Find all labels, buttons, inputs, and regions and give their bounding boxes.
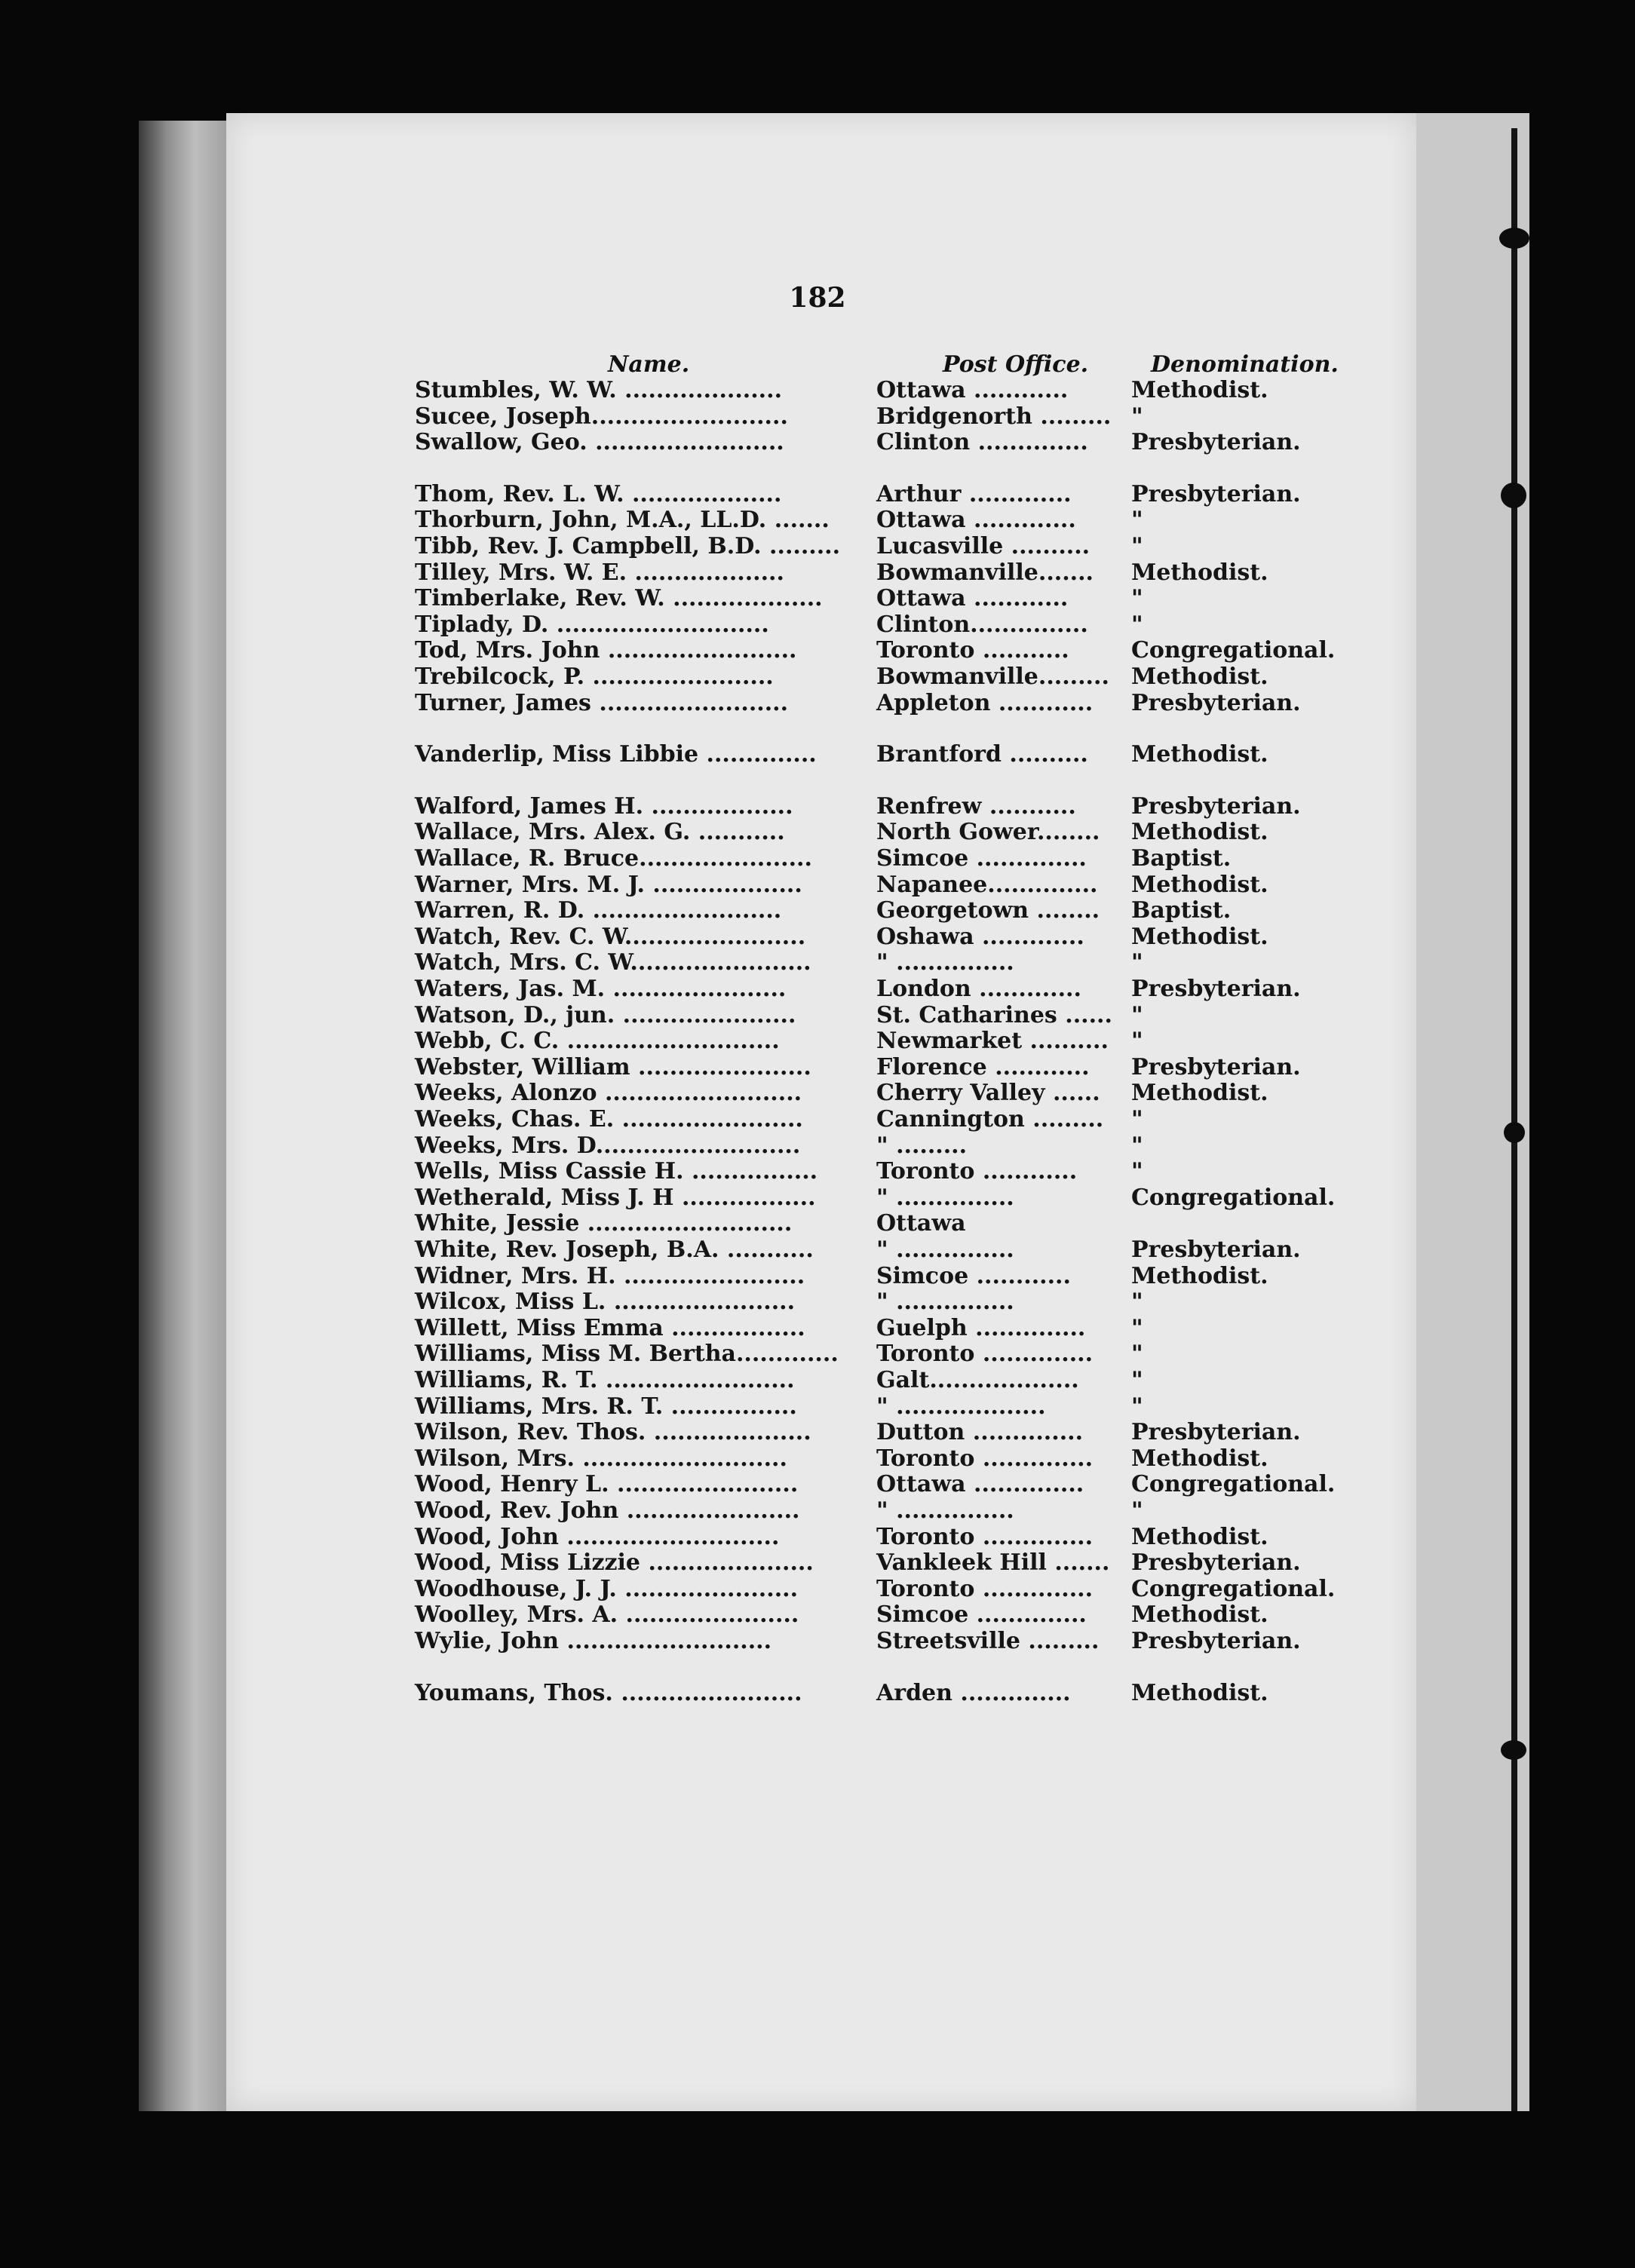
entry-name: Willett, Miss Emma ................. (415, 1314, 805, 1341)
entry-denomination: Methodist. (1131, 1523, 1268, 1550)
entry-name: Weeks, Alonzo ......................... (415, 1080, 802, 1107)
entry-denomination: " (1131, 1314, 1143, 1341)
entry-denomination: " (1131, 1289, 1143, 1316)
entry-denomination: " (1131, 585, 1143, 612)
entry-post-office: Toronto ........... (876, 637, 1069, 664)
entry-name: Thom, Rev. L. W. ................... (415, 480, 782, 507)
entry-name: Tilley, Mrs. W. E. ................... (415, 559, 784, 586)
entry-denomination: Methodist. (1131, 1679, 1268, 1706)
entry-name: Watch, Rev. C. W....................... (415, 923, 806, 950)
entry-post-office: Ottawa (876, 1210, 966, 1237)
entry-name: Wallace, R. Bruce...................... (415, 845, 812, 872)
entry-name: Williams, R. T. ........................ (415, 1367, 795, 1393)
entry-post-office: Bowmanville....... (876, 559, 1094, 586)
entry-name: Swallow, Geo. ........................ (415, 429, 784, 456)
entry-post-office: Vankleek Hill ....... (876, 1549, 1110, 1577)
entry-post-office: Bowmanville......... (876, 664, 1109, 690)
entry-denomination: Methodist. (1131, 377, 1268, 403)
entry-denomination: Baptist. (1131, 897, 1232, 924)
entry-denomination: " (1131, 1158, 1143, 1185)
entry-post-office: Cherry Valley ...... (876, 1080, 1100, 1107)
entry-denomination: " (1131, 949, 1143, 976)
entry-post-office: Newmarket .......... (876, 1028, 1109, 1055)
entry-denomination: Methodist. (1131, 741, 1268, 768)
entry-denomination: Methodist. (1131, 664, 1268, 690)
entry-denomination: Methodist. (1131, 559, 1268, 586)
entry-post-office: Appleton ............ (876, 689, 1094, 716)
entry-name: Trebilcock, P. ....................... (415, 664, 774, 690)
entry-name: Wood, John ........................... (415, 1523, 780, 1550)
entry-name: Sucee, Joseph......................... (415, 403, 788, 430)
entry-post-office: Ottawa .............. (876, 1471, 1084, 1498)
entry-name: Wood, Henry L. ....................... (415, 1471, 799, 1498)
entry-denomination: Methodist. (1131, 923, 1268, 950)
entry-name: Walford, James H. .................. (415, 792, 793, 820)
entry-denomination: Congregational. (1131, 1471, 1336, 1498)
entry-name: Webster, William ...................... (415, 1053, 811, 1080)
entry-post-office: Ottawa ............ (876, 585, 1069, 612)
entry-name: Watson, D., jun. ...................... (415, 1001, 796, 1028)
entry-post-office: Toronto .............. (876, 1575, 1094, 1602)
entry-denomination: " (1131, 1367, 1143, 1393)
entry-denomination: Presbyterian. (1131, 429, 1301, 456)
entry-name: Woodhouse, J. J. ...................... (415, 1575, 799, 1602)
entry-name: Watch, Mrs. C. W....................... (415, 949, 811, 976)
entry-denomination: Methodist. (1131, 1601, 1268, 1629)
entry-post-office: Clinton .............. (876, 429, 1088, 456)
entry-denomination: Baptist. (1131, 845, 1232, 872)
entry-denomination: Presbyterian. (1131, 1053, 1301, 1080)
entry-post-office: Simcoe .............. (876, 1601, 1087, 1629)
entry-post-office: " ......... (876, 1132, 968, 1159)
entry-post-office: Cannington ......... (876, 1106, 1104, 1132)
entry-post-office: " ............... (876, 1237, 1014, 1263)
entry-denomination: Methodist. (1131, 1445, 1268, 1472)
entry-name: Waters, Jas. M. ...................... (415, 976, 787, 1002)
entry-name: Weeks, Chas. E. ....................... (415, 1106, 803, 1132)
entry-denomination: Methodist. (1131, 1080, 1268, 1107)
entry-denomination: Methodist. (1131, 1262, 1268, 1289)
entry-post-office: " ............... (876, 1289, 1014, 1316)
entry-denomination: Methodist. (1131, 871, 1268, 898)
entry-post-office: Arden .............. (876, 1679, 1071, 1706)
entry-denomination: Congregational. (1131, 1184, 1336, 1211)
entry-name: Wood, Miss Lizzie ..................... (415, 1549, 814, 1577)
column-header-post-office: Post Office. (943, 351, 1089, 378)
entry-name: Wood, Rev. John ...................... (415, 1497, 800, 1524)
entry-denomination: Presbyterian. (1131, 689, 1301, 716)
entry-post-office: Napanee.............. (876, 871, 1098, 898)
entry-post-office: Dutton .............. (876, 1419, 1084, 1446)
entry-name: Wilson, Rev. Thos. .................... (415, 1419, 811, 1446)
entry-post-office: Toronto ............ (876, 1158, 1078, 1185)
entry-denomination: Presbyterian. (1131, 976, 1301, 1002)
entry-denomination: Presbyterian. (1131, 1549, 1301, 1577)
entry-post-office: Ottawa ............. (876, 507, 1076, 534)
entry-denomination: " (1131, 1106, 1143, 1132)
entry-name: Warner, Mrs. M. J. ................... (415, 871, 802, 898)
entry-post-office: Oshawa ............. (876, 923, 1084, 950)
column-header-name: Name. (608, 351, 690, 378)
entry-name: Warren, R. D. ........................ (415, 897, 782, 924)
entry-denomination: " (1131, 1341, 1143, 1368)
entry-post-office: Streetsville ......... (876, 1628, 1100, 1654)
entry-post-office: London ............. (876, 976, 1081, 1002)
column-header-denomination: Denomination. (1151, 351, 1339, 378)
entry-name: Wylie, John .......................... (415, 1628, 772, 1654)
entry-name: Williams, Mrs. R. T. ................ (415, 1393, 797, 1420)
entry-post-office: Ottawa ............ (876, 377, 1069, 403)
entry-denomination: " (1131, 611, 1143, 638)
entry-denomination: Congregational. (1131, 637, 1336, 664)
entry-post-office: Georgetown ........ (876, 897, 1100, 924)
entry-name: Tod, Mrs. John ........................ (415, 637, 797, 664)
entry-denomination: " (1131, 403, 1143, 430)
entry-denomination: Presbyterian. (1131, 1628, 1301, 1654)
entry-name: Timberlake, Rev. W. ................... (415, 585, 823, 612)
entry-post-office: Galt................... (876, 1367, 1079, 1393)
entry-post-office: Simcoe .............. (876, 845, 1087, 872)
entry-denomination: " (1131, 1028, 1143, 1055)
entry-denomination: " (1131, 1393, 1143, 1420)
entry-name: Wilcox, Miss L. ....................... (415, 1289, 796, 1316)
entry-name: Stumbles, W. W. .................... (415, 377, 783, 403)
entry-name: Turner, James ........................ (415, 689, 789, 716)
entry-name: Williams, Miss M. Bertha............. (415, 1341, 839, 1368)
entry-denomination: Methodist. (1131, 819, 1268, 846)
entry-denomination: " (1131, 533, 1143, 559)
entry-post-office: Arthur ............. (876, 480, 1072, 507)
entry-denomination: Presbyterian. (1131, 480, 1301, 507)
entry-post-office: " ............... (876, 1184, 1014, 1211)
entry-name: White, Rev. Joseph, B.A. ........... (415, 1237, 814, 1263)
entry-denomination: Presbyterian. (1131, 1419, 1301, 1446)
entry-denomination: Congregational. (1131, 1575, 1336, 1602)
entry-denomination: " (1131, 1132, 1143, 1159)
entry-post-office: " ............... (876, 949, 1014, 976)
entry-name: White, Jessie .......................... (415, 1210, 793, 1237)
entry-post-office: Brantford .......... (876, 741, 1088, 768)
entry-post-office: Toronto .............. (876, 1341, 1094, 1368)
entry-name: Tiplady, D. ........................... (415, 611, 769, 638)
entry-post-office: Simcoe ............ (876, 1262, 1071, 1289)
entry-name: Tibb, Rev. J. Campbell, B.D. ......... (415, 533, 841, 559)
entry-post-office: " ............... (876, 1497, 1014, 1524)
entry-denomination: " (1131, 1497, 1143, 1524)
entry-denomination: " (1131, 507, 1143, 534)
entry-post-office: Bridgenorth ......... (876, 403, 1112, 430)
entry-name: Thorburn, John, M.A., LL.D. ....... (415, 507, 830, 534)
entry-post-office: Florence ............ (876, 1053, 1090, 1080)
entry-name: Weeks, Mrs. D.......................... (415, 1132, 801, 1159)
entry-name: Wells, Miss Cassie H. ................ (415, 1158, 818, 1185)
entry-name: Widner, Mrs. H. ....................... (415, 1262, 805, 1289)
entry-post-office: Toronto .............. (876, 1445, 1094, 1472)
entry-name: Youmans, Thos. ....................... (415, 1679, 802, 1706)
entry-post-office: Renfrew ........... (876, 792, 1076, 820)
entry-name: Woolley, Mrs. A. ...................... (415, 1601, 799, 1629)
entry-name: Vanderlip, Miss Libbie .............. (415, 741, 817, 768)
entry-name: Wilson, Mrs. .......................... (415, 1445, 787, 1472)
entry-post-office: Lucasville .......... (876, 533, 1091, 559)
entry-post-office: Guelph .............. (876, 1314, 1086, 1341)
page-number: 182 (789, 282, 846, 314)
entry-name: Wallace, Mrs. Alex. G. ........... (415, 819, 785, 846)
entry-denomination: " (1131, 1001, 1143, 1028)
entry-denomination: Presbyterian. (1131, 1237, 1301, 1263)
entry-post-office: Clinton............... (876, 611, 1088, 638)
entry-post-office: Toronto .............. (876, 1523, 1094, 1550)
entry-post-office: " ................... (876, 1393, 1046, 1420)
entry-post-office: St. Catharines ...... (876, 1001, 1112, 1028)
entry-name: Webb, C. C. ........................... (415, 1028, 780, 1055)
entry-denomination: Presbyterian. (1131, 792, 1301, 820)
entry-name: Wetherald, Miss J. H ................. (415, 1184, 816, 1211)
entry-post-office: North Gower........ (876, 819, 1100, 846)
